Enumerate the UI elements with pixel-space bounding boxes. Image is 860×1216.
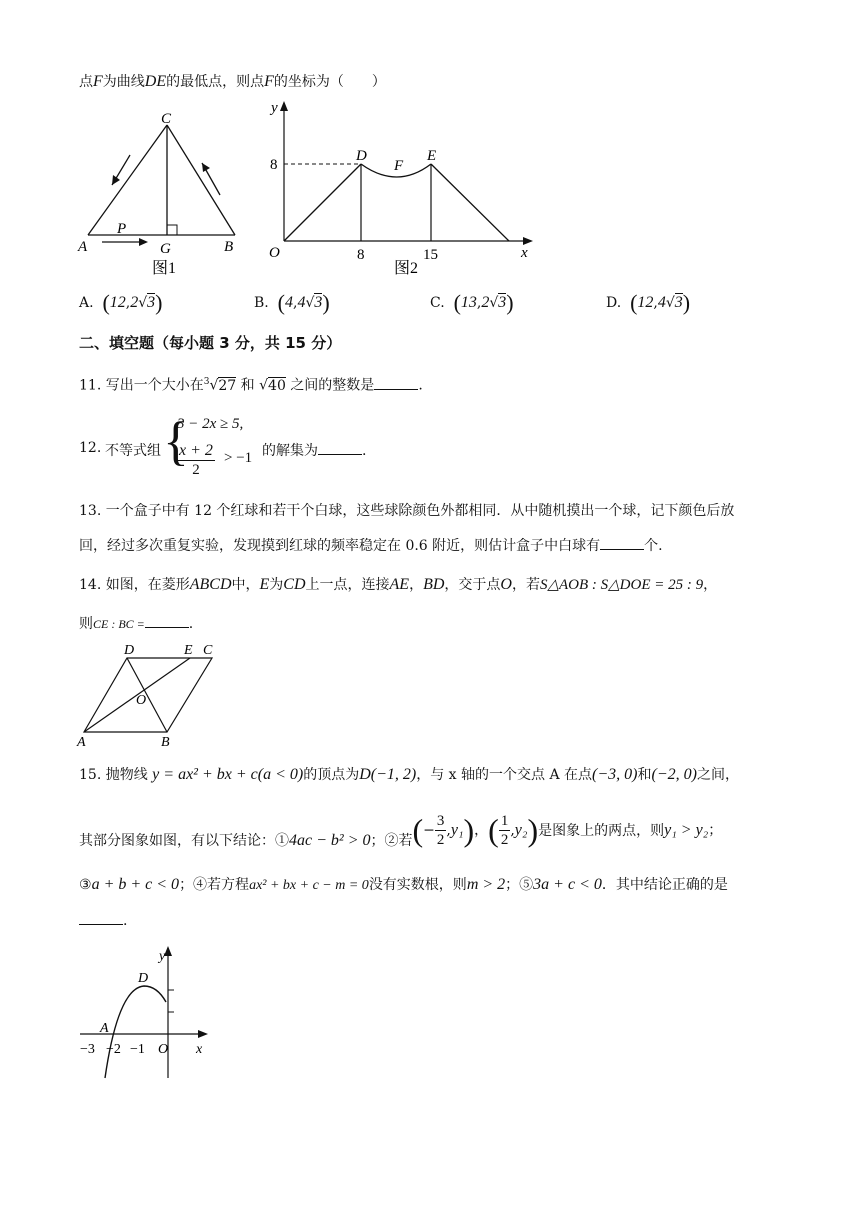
option-value: 3 xyxy=(147,294,156,311)
answer-blank[interactable] xyxy=(318,440,362,455)
label-c: C xyxy=(203,643,213,658)
question-text: 其部分图象如图，有以下结论：① xyxy=(79,832,289,849)
conclusion-1: 4ac − b² > 0 xyxy=(289,831,371,849)
question-text: ；②若 xyxy=(370,832,413,849)
figure-2-graph xyxy=(262,95,537,280)
question-text: 个. xyxy=(644,538,663,554)
intro-text: 为曲线 xyxy=(102,74,145,90)
origin-label: O xyxy=(269,245,280,261)
point: (−3, 0) xyxy=(592,766,638,783)
section-title: 二、填空题（每小题 3 分，共 15 分） xyxy=(79,334,342,352)
question-text: 的解集为 xyxy=(262,443,318,459)
label-a: A xyxy=(78,239,88,255)
math-var: y₁ xyxy=(450,821,464,839)
root-index: 3 xyxy=(203,377,210,387)
question-14-line-1 xyxy=(79,575,717,595)
question-number: 12. xyxy=(79,440,102,456)
math-var: y₂ xyxy=(514,821,528,839)
tick-minus-2: −2 xyxy=(106,1042,121,1057)
question-text: 和 xyxy=(637,767,652,783)
question-text: ，与 x 轴的一个交点 A 在点 xyxy=(416,767,593,783)
question-15-line-1 xyxy=(79,765,739,785)
fraction xyxy=(499,812,511,849)
question-text: 的顶点为 xyxy=(303,767,360,783)
question-text: 和 xyxy=(240,377,255,394)
option-value: 3 xyxy=(314,294,323,311)
tick-y-8: 8 xyxy=(270,157,278,173)
fraction xyxy=(177,442,215,479)
question-text: ③ xyxy=(79,877,92,893)
conclusion-4-result: m > 2 xyxy=(466,876,506,893)
fraction-denominator: 2 xyxy=(500,832,509,848)
intro-text: 的最低点，则点 xyxy=(166,74,265,90)
question-15-line-2: 其部分图象如图，有以下结论：①4ac − b² > 0；②若(− $\frac{3}{2}$ ,y₁)，( $\frac{1}{2}$ ,y₂)是图象上的两点，则y₁ > y₂； xyxy=(79,812,723,849)
axis-y-label: y xyxy=(271,100,278,116)
question-text: ．其中结论正确的是 xyxy=(601,877,728,893)
label-d: D xyxy=(138,971,149,986)
question-11: 11. 写出一个大小在$^3$√27 和 √40 之间的整数是 . xyxy=(79,372,423,396)
label-f: F xyxy=(394,158,404,174)
axis-x-label: x xyxy=(521,245,528,261)
tick-minus-1: −1 xyxy=(130,1042,145,1057)
point-f: F xyxy=(93,73,103,90)
question-text: ，交于点 xyxy=(444,577,501,593)
conclusion-3: a + b + c < 0 xyxy=(91,876,180,893)
inequality-2: > −1 xyxy=(224,450,253,466)
math-var: CD xyxy=(283,576,306,593)
punctuation: . xyxy=(418,377,423,394)
fraction-numerator: x + 2 xyxy=(179,442,213,459)
option-value: 4 xyxy=(297,294,306,311)
brace: { xyxy=(163,411,189,471)
punctuation: . xyxy=(362,443,367,459)
label-b: B xyxy=(224,239,234,255)
question-text: ；⑤ xyxy=(505,877,534,893)
fraction xyxy=(435,812,447,849)
option-c: C. (13,2√3) xyxy=(430,290,514,315)
label-b: B xyxy=(161,735,170,750)
punctuation: . xyxy=(123,913,128,929)
side-ratio: CE : BC = xyxy=(93,617,145,631)
figure-parabola xyxy=(72,940,222,1085)
origin-label: O xyxy=(158,1042,169,1057)
question-text: 不等式组 xyxy=(105,443,161,459)
intro-line xyxy=(79,72,386,92)
question-text: 之间的整数是 xyxy=(290,377,375,394)
intro-text: 点 xyxy=(79,74,93,90)
option-letter: D. xyxy=(606,295,622,311)
label-d: D xyxy=(124,643,135,658)
radicand: 27 xyxy=(218,377,237,394)
option-value: 4 xyxy=(284,294,293,311)
punctuation: . xyxy=(188,616,194,632)
answer-blank[interactable] xyxy=(145,613,189,628)
axis-x-label: x xyxy=(196,1042,203,1057)
question-text: ，若 xyxy=(511,577,540,593)
question-number: 11. xyxy=(79,377,102,394)
figure-1-triangle xyxy=(70,105,250,280)
option-letter: C. xyxy=(430,295,445,311)
question-text: 没有实数根，则 xyxy=(368,877,467,893)
question-text: 写出一个大小在 xyxy=(105,377,204,394)
question-text: 为 xyxy=(269,577,284,593)
label-d: D xyxy=(356,148,367,164)
conclusion-2: y₁ > y₂ xyxy=(664,821,709,839)
question-text: 是图象上的两点，则 xyxy=(538,822,665,839)
answer-blank[interactable] xyxy=(374,375,418,390)
answer-blank[interactable] xyxy=(600,535,644,550)
option-letter: A. xyxy=(79,295,94,311)
curve-de: DE xyxy=(144,73,167,90)
option-letter: B. xyxy=(254,295,269,311)
label-g: G xyxy=(160,241,171,257)
option-value: 12 xyxy=(637,294,654,311)
tick-x-15: 15 xyxy=(423,247,438,263)
inequality-1: 3 − 2x ≥ 5, xyxy=(177,416,244,432)
label-p: P xyxy=(117,221,127,237)
question-text: 之间， xyxy=(696,767,739,783)
figure-2-caption: 图2 xyxy=(394,260,419,277)
radicand: 40 xyxy=(268,377,286,394)
question-text: 中， xyxy=(231,577,260,593)
punctuation: ， xyxy=(409,577,424,593)
option-value: 2 xyxy=(481,294,490,311)
label-e: E xyxy=(427,148,437,164)
vertex: D(−1, 2) xyxy=(359,766,417,783)
condition: (a < 0) xyxy=(257,766,304,783)
option-value: 13 xyxy=(460,294,477,311)
option-b: B. (4,4√3) xyxy=(254,290,330,315)
label-a: A xyxy=(100,1021,109,1036)
figure-rhombus xyxy=(72,640,222,750)
math-var: BD xyxy=(423,576,445,593)
conclusion-5: 3a + c < 0 xyxy=(533,876,602,893)
punctuation: ， xyxy=(703,577,718,593)
option-value: 3 xyxy=(674,294,683,311)
conclusion-4: ax² + bx + c − m = 0 xyxy=(249,878,369,893)
question-number: 14. xyxy=(79,577,102,593)
option-a: A. (12,2√3) xyxy=(79,290,163,315)
math-var: AE xyxy=(389,576,410,593)
question-12 xyxy=(79,412,439,492)
label-c: C xyxy=(161,111,172,127)
punctuation: ； xyxy=(708,822,723,839)
point: (−2, 0) xyxy=(651,766,697,783)
area-ratio: S△AOB : S△DOE = 25 : 9 xyxy=(539,577,704,593)
fraction-denominator: 2 xyxy=(436,832,445,848)
question-13-line-2 xyxy=(79,535,663,556)
label-o: O xyxy=(136,693,147,708)
option-value: 4 xyxy=(657,294,666,311)
question-text: 则 xyxy=(79,616,93,632)
label-e: E xyxy=(184,643,193,658)
math-var: O xyxy=(500,576,512,593)
question-text: ；④若方程 xyxy=(179,877,250,893)
axis-y-label: y xyxy=(159,949,166,964)
question-15-line-4 xyxy=(79,910,127,931)
math-var: ABCD xyxy=(189,576,232,593)
intro-text: 的坐标为（ ） xyxy=(273,74,386,90)
parabola-equation: y = ax² + bx + c xyxy=(152,766,258,783)
fraction-denominator: 2 xyxy=(192,462,200,478)
question-text: 上一点，连接 xyxy=(305,577,390,593)
option-d: D. (12,4√3) xyxy=(606,290,691,315)
option-value: 12 xyxy=(109,294,126,311)
tick-x-8: 8 xyxy=(357,247,365,263)
label-a: A xyxy=(77,735,86,750)
figure-1-caption: 图1 xyxy=(152,260,177,277)
question-13-line-1: 13. 一个盒子中有 12 个红球和若干个白球，这些球除颜色外都相同．从中随机摸出一个球，记下颜色后放 xyxy=(79,503,735,519)
question-text: 15. 抛物线 xyxy=(79,767,148,783)
answer-blank[interactable] xyxy=(79,910,123,925)
option-value: 2 xyxy=(130,294,139,311)
question-text: 回，经过多次重复实验，发现摸到红球的频率稳定在 0.6 附近，则估计盒子中白球有 xyxy=(79,538,601,554)
question-14-line-2 xyxy=(79,613,193,634)
question-text: 如图，在菱形 xyxy=(105,577,190,593)
fraction-numerator: 1 xyxy=(500,813,509,829)
math-var: E xyxy=(259,576,270,593)
question-15-line-3 xyxy=(79,875,728,896)
fraction-numerator: 3 xyxy=(436,813,445,829)
option-value: 3 xyxy=(498,294,507,311)
tick-minus-3: −3 xyxy=(80,1042,95,1057)
point-f: F xyxy=(264,73,274,90)
